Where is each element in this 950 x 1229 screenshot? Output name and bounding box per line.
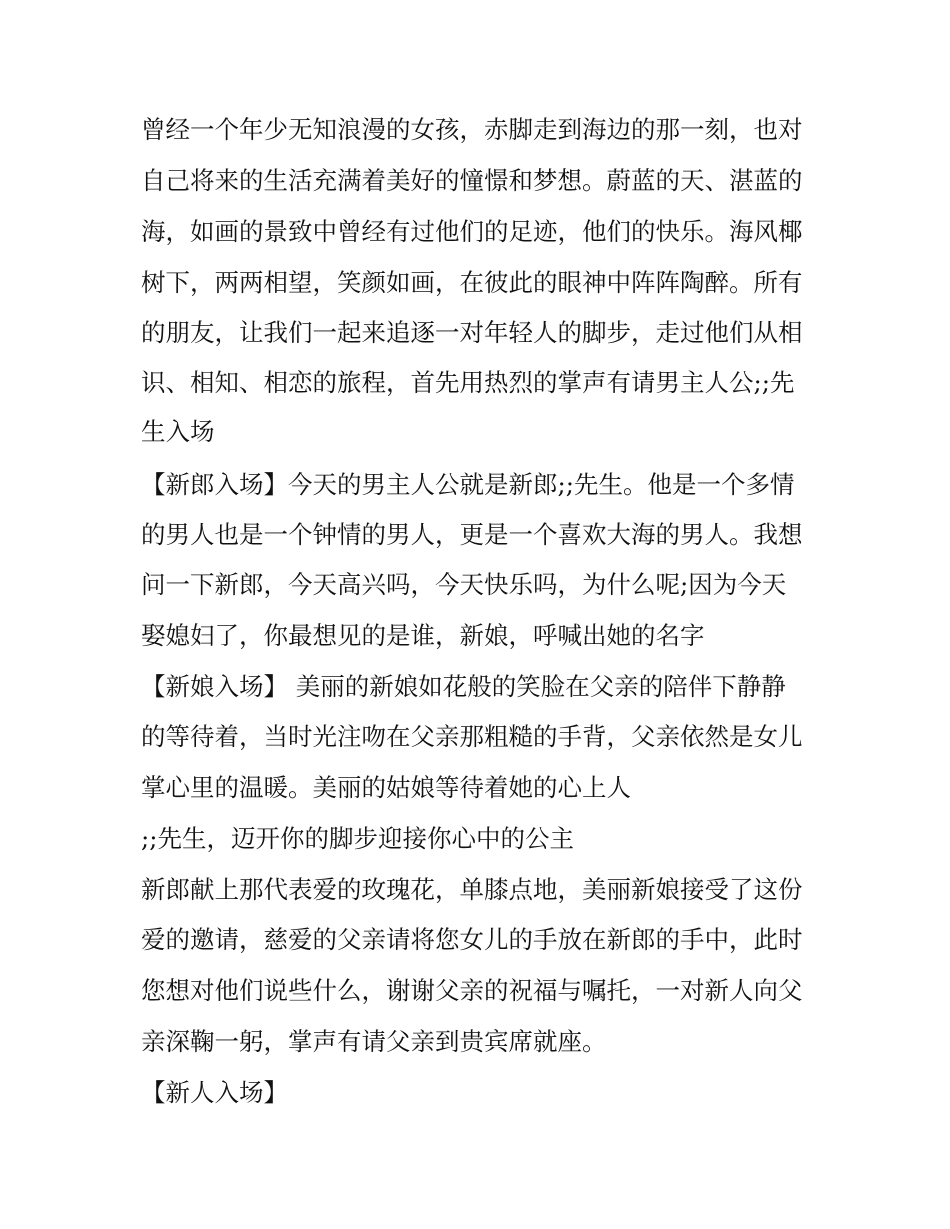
text-line: 掌心里的温暖。美丽的姑娘等待着她的心上人 xyxy=(141,773,631,802)
text-line: 树下，两两相望，笑颜如画，在彼此的眼神中阵阵陶醉。所有 xyxy=(141,268,803,297)
text-line: 爱的邀请，慈爱的父亲请将您女儿的手放在新郎的手中，此时 xyxy=(141,925,803,954)
text-line: 新郎献上那代表爱的玫瑰花，单膝点地，美丽新娘接受了这份 xyxy=(141,875,803,904)
text-line: 【新郎入场】今天的男主人公就是新郎;;先生。他是一个多情 xyxy=(141,470,795,499)
text-line: 的等待着，当时光注吻在父亲那粗糙的手背，父亲依然是女儿 xyxy=(141,722,803,751)
text-line: 自己将来的生活充满着美好的憧憬和梦想。蔚蓝的天、湛蓝的 xyxy=(141,166,803,195)
text-line: 生入场 xyxy=(141,417,215,446)
text-line: 【新人入场】 xyxy=(141,1078,288,1107)
text-line: 【新娘入场】 美丽的新娘如花般的笑脸在父亲的陪伴下静静 xyxy=(141,672,786,701)
text-line: 的男人也是一个钟情的男人，更是一个喜欢大海的男人。我想 xyxy=(141,520,803,549)
text-line: 问一下新郎，今天高兴吗，今天快乐吗，为什么呢;因为今天 xyxy=(141,570,787,599)
text-line: 识、相知、相恋的旅程，首先用热烈的掌声有请男主人公;;先 xyxy=(141,368,795,397)
text-line: 海，如画的景致中曾经有过他们的足迹，他们的快乐。海风椰 xyxy=(141,217,803,246)
text-line: ;;先生，迈开你的脚步迎接你心中的公主 xyxy=(141,824,575,853)
text-line: 的朋友，让我们一起来追逐一对年轻人的脚步，走过他们从相 xyxy=(141,318,803,347)
text-line: 您想对他们说些什么，谢谢父亲的祝福与嘱托，一对新人向父 xyxy=(141,976,803,1005)
text-line: 曾经一个年少无知浪漫的女孩，赤脚走到海边的那一刻，也对 xyxy=(141,115,803,144)
text-line: 娶媳妇了，你最想见的是谁，新娘，呼喊出她的名字 xyxy=(141,621,705,650)
text-line: 亲深鞠一躬，掌声有请父亲到贵宾席就座。 xyxy=(141,1027,607,1056)
